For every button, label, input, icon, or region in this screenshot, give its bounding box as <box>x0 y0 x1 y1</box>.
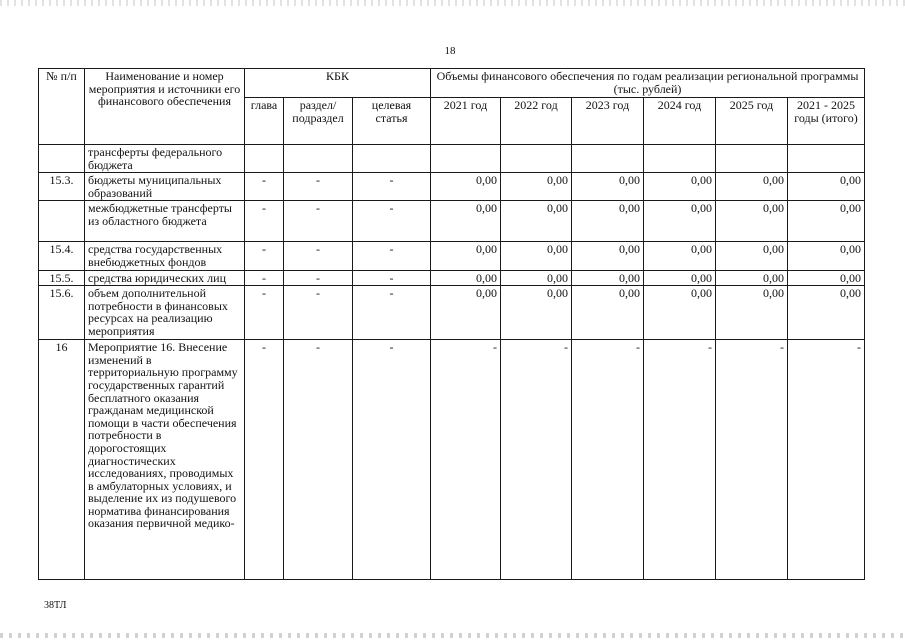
value-cell: 0,00 <box>788 201 865 242</box>
value-cell: 0,00 <box>644 173 716 201</box>
value-cell: 0,00 <box>644 286 716 340</box>
header-year-2022: 2022 год <box>501 98 572 145</box>
value-cell: 0,00 <box>572 286 644 340</box>
row-name: Мероприятие 16. Внесение изменений в территориальную программу государственных гарантий бесплатного оказания гражданам медицинской помощи в части обеспечения потребности в дорогостоящих диагностических исследованиях, проводимых в амбулаторных условиях, и выделение их из подушевого норматива финансирования оказания первичной медико- <box>85 340 245 580</box>
header-year-2023: 2023 год <box>572 98 644 145</box>
value-cell <box>716 145 788 173</box>
row-num: 15.4. <box>39 242 85 270</box>
row-num: 15.3. <box>39 173 85 201</box>
header-kbk-section: раздел/ подраздел <box>284 98 353 145</box>
header-kbk-chapter: глава <box>245 98 284 145</box>
value-cell <box>572 145 644 173</box>
value-cell: 0,00 <box>788 173 865 201</box>
table-row <box>39 286 865 340</box>
table-row <box>39 145 865 173</box>
kbk-cell: - <box>284 270 353 286</box>
value-cell: 0,00 <box>716 286 788 340</box>
value-cell: 0,00 <box>572 173 644 201</box>
value-cell: 0,00 <box>501 242 572 270</box>
value-cell: - <box>644 340 716 580</box>
kbk-cell: - <box>284 201 353 242</box>
value-cell: 0,00 <box>788 270 865 286</box>
value-cell: 0,00 <box>572 242 644 270</box>
kbk-cell: - <box>353 242 431 270</box>
header-num: № п/п <box>39 69 85 145</box>
value-cell: 0,00 <box>501 270 572 286</box>
kbk-cell: - <box>284 286 353 340</box>
value-cell <box>501 145 572 173</box>
document-code: 38ТЛ <box>44 600 67 611</box>
value-cell <box>788 145 865 173</box>
kbk-cell: - <box>284 173 353 201</box>
kbk-cell: - <box>245 173 284 201</box>
row-num: 15.6. <box>39 286 85 340</box>
row-name: трансферты федерального бюджета <box>85 145 245 173</box>
value-cell: 0,00 <box>431 242 501 270</box>
kbk-cell: - <box>245 201 284 242</box>
value-cell: - <box>501 340 572 580</box>
value-cell: 0,00 <box>431 286 501 340</box>
value-cell: 0,00 <box>788 242 865 270</box>
row-name: межбюджетные трансферты из областного бюджета <box>85 201 245 242</box>
value-cell: - <box>716 340 788 580</box>
header-total: 2021 - 2025 годы (итого) <box>788 98 865 145</box>
table-row <box>39 270 865 286</box>
kbk-cell: - <box>284 242 353 270</box>
header-name: Наименование и номер мероприятия и источники его финансового обеспечения <box>85 69 245 145</box>
header-funding: Объемы финансового обеспечения по годам реализации региональной программы (тыс. рублей) <box>431 69 865 98</box>
kbk-cell: - <box>245 286 284 340</box>
scan-edge-top <box>0 0 905 6</box>
value-cell: 0,00 <box>644 270 716 286</box>
header-year-2021: 2021 год <box>431 98 501 145</box>
kbk-cell <box>245 145 284 173</box>
table-row <box>39 242 865 270</box>
value-cell: 0,00 <box>716 173 788 201</box>
header-kbk: КБК <box>245 69 431 98</box>
header-row-1 <box>39 69 865 98</box>
value-cell: 0,00 <box>501 173 572 201</box>
value-cell: - <box>788 340 865 580</box>
kbk-cell: - <box>353 270 431 286</box>
kbk-cell: - <box>353 340 431 580</box>
header-kbk-target: целевая статья <box>353 98 431 145</box>
table-row <box>39 340 865 580</box>
kbk-cell <box>353 145 431 173</box>
row-num: 16 <box>39 340 85 580</box>
value-cell: 0,00 <box>644 201 716 242</box>
kbk-cell: - <box>245 340 284 580</box>
kbk-cell: - <box>353 173 431 201</box>
page-number: 18 <box>444 45 456 57</box>
header-year-2025: 2025 год <box>716 98 788 145</box>
value-cell: 0,00 <box>716 201 788 242</box>
header-year-2024: 2024 год <box>644 98 716 145</box>
value-cell: 0,00 <box>431 201 501 242</box>
kbk-cell: - <box>284 340 353 580</box>
table-row <box>39 201 865 242</box>
value-cell: 0,00 <box>572 270 644 286</box>
value-cell: 0,00 <box>788 286 865 340</box>
value-cell: 0,00 <box>431 270 501 286</box>
value-cell: 0,00 <box>501 286 572 340</box>
row-name: объем дополнительной потребности в финансовых ресурсах на реализацию мероприятия <box>85 286 245 340</box>
value-cell: 0,00 <box>716 270 788 286</box>
value-cell: 0,00 <box>501 201 572 242</box>
kbk-cell <box>284 145 353 173</box>
kbk-cell: - <box>245 270 284 286</box>
kbk-cell: - <box>245 242 284 270</box>
scan-edge-bottom <box>0 633 905 638</box>
value-cell: - <box>431 340 501 580</box>
value-cell <box>644 145 716 173</box>
row-num: 15.5. <box>39 270 85 286</box>
row-name: бюджеты муниципальных образований <box>85 173 245 201</box>
funding-table <box>38 68 865 580</box>
value-cell: 0,00 <box>431 173 501 201</box>
row-num <box>39 201 85 242</box>
value-cell: 0,00 <box>572 201 644 242</box>
value-cell <box>431 145 501 173</box>
value-cell: - <box>572 340 644 580</box>
table-row <box>39 173 865 201</box>
value-cell: 0,00 <box>644 242 716 270</box>
kbk-cell: - <box>353 201 431 242</box>
row-name: средства государственных внебюджетных фондов <box>85 242 245 270</box>
kbk-cell: - <box>353 286 431 340</box>
row-num <box>39 145 85 173</box>
row-name: средства юридических лиц <box>85 270 245 286</box>
value-cell: 0,00 <box>716 242 788 270</box>
